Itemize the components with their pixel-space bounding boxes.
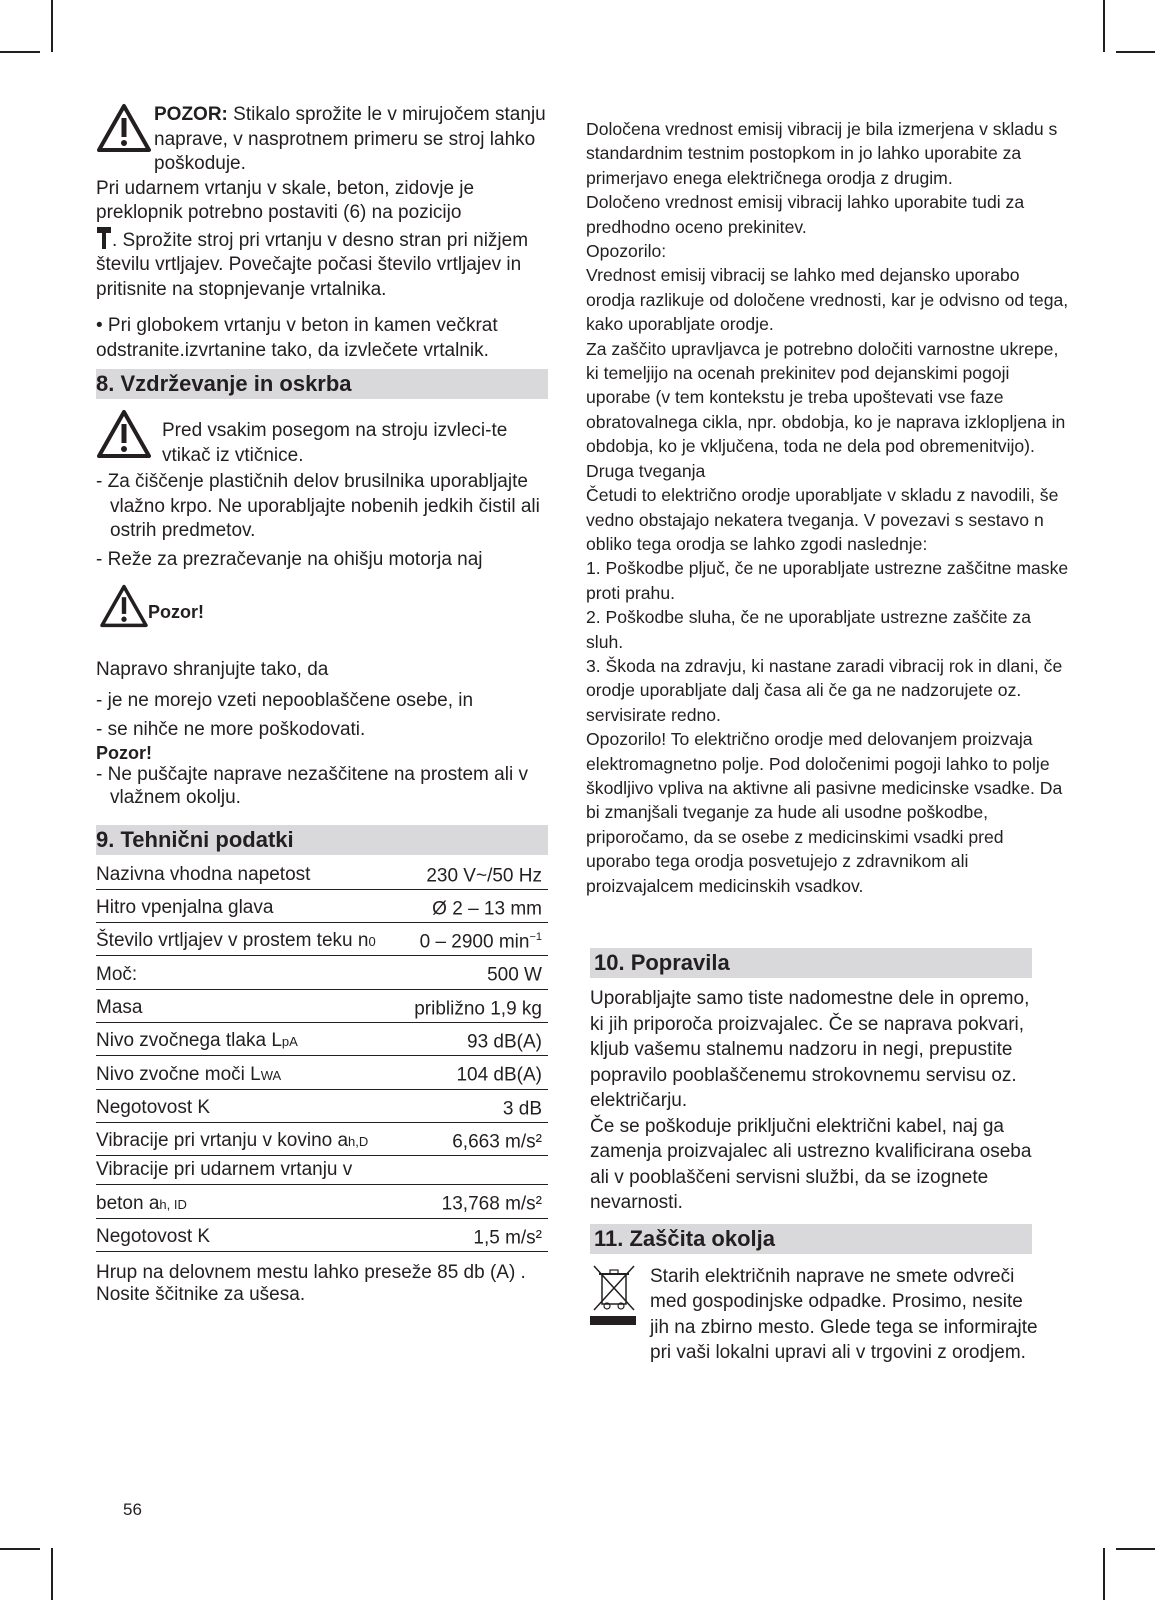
warning-block [96, 584, 548, 628]
spec-label-text: Nazivna vhodna napetost [96, 863, 311, 885]
spec-label-subscript: pA [281, 1034, 298, 1050]
spec-value-text: 3 dB [502, 1098, 542, 1120]
crossed-bin-icon [590, 1264, 638, 1326]
warning-block [96, 103, 548, 177]
spec-label-text: Število vrtljajev v prostem teku n [96, 930, 369, 952]
spec-row [96, 956, 548, 989]
section-heading-8: 8. Vzdrževanje in oskrba [96, 369, 548, 399]
list-item: - Reže za prezračevanje na ohišju motorja naj [96, 548, 483, 570]
list-item: - je ne morejo vzeti nepooblaščene osebe, in [96, 689, 474, 711]
spec-label-text: Negotovost K [96, 1097, 211, 1119]
paragraph: Pri udarnem vrtanju v skale, beton, zidovje je preklopnik potrebno postaviti (6) na pozicijo [96, 177, 475, 223]
crop-mark [1103, 1548, 1105, 1600]
spec-value [402, 1218, 548, 1251]
spec-row [96, 1123, 548, 1156]
spec-value-text: 13,768 m/s² [441, 1193, 542, 1215]
paragraph: Za zaščito upravljavca je potrebno določiti varnostne ukrepe, ki temeljijo na ocenah prekinitev pod dejanskimi pogoji uporabe (v tem kontekstu je treba upoštevati vse faze obratovalnega cikla, npr. obdobja, ko je naprava izklopljena in obdobja, ko je vključena, toda ne dela pod obremenitvijo). [586, 338, 1066, 457]
paragraph: Določena vrednost emisij vibracij je bila izmerjena v skladu s standardnim testnim postopkom in jo lahko uporabite za primerjavo enega električnega orodja z drugim. [586, 119, 1058, 188]
section-heading-9: 9. Tehnični podatki [96, 825, 548, 855]
spec-row [96, 889, 548, 922]
spec-label-text: Hitro vpenjalna glava [96, 897, 274, 919]
spec-value [402, 956, 548, 989]
crop-mark [1116, 1548, 1155, 1550]
spec-value-superscript: −1 [529, 931, 542, 944]
warning-label: Pozor! [148, 602, 204, 622]
paragraph: Hrup na delovnem mestu lahko preseže 85 db (A) . [96, 1262, 526, 1284]
spec-row [96, 1023, 548, 1056]
spec-value [402, 889, 548, 922]
spec-label-subscript: 0 [368, 934, 376, 950]
crop-mark [1116, 51, 1155, 53]
weee-symbol [590, 1264, 650, 1334]
spec-value-text: 104 dB(A) [456, 1064, 542, 1086]
spec-value [402, 1056, 548, 1089]
spec-label-subscript: h, ID [159, 1196, 187, 1212]
spec-value-text: 0 – 2900 min [419, 931, 530, 953]
spec-value [402, 1123, 548, 1156]
spec-value [402, 1156, 548, 1185]
spec-value-text: Ø 2 – 13 mm [432, 898, 542, 920]
spec-value [402, 989, 548, 1022]
spec-label [96, 1056, 402, 1089]
spec-label [96, 956, 402, 989]
spec-label-text: Moč: [96, 963, 138, 985]
warning-label: POZOR: [154, 104, 228, 125]
crop-mark [0, 51, 40, 53]
spec-label-text: Nivo zvočne moči L [96, 1063, 261, 1085]
spec-label [96, 989, 402, 1022]
hammer-drill-icon [96, 226, 112, 250]
crop-mark [51, 1548, 53, 1600]
spec-label [96, 1123, 402, 1156]
crop-mark [0, 1548, 40, 1550]
spec-row [96, 1218, 548, 1251]
spec-label-text: Nivo zvočnega tlaka L [96, 1030, 282, 1052]
spec-row [96, 923, 548, 956]
spec-value-text: 6,663 m/s² [452, 1131, 542, 1153]
list-item: - Ne puščajte naprave nezaščitene na prostem ali v vlažnem okolju. [96, 763, 528, 808]
spec-value-text: 230 V~/50 Hz [426, 864, 542, 886]
spec-value [402, 1089, 548, 1122]
spec-row [96, 1185, 548, 1218]
spec-row [96, 857, 548, 890]
paragraph: Starih električnih naprave ne smete odvreči med gospodinjske odpadke. Prosimo, nesite jih na zbirno mesto. Glede tega se informirajte pri vaši lokalni upravi ali v trgovini z orodjem. [650, 1265, 1038, 1363]
paragraph: Če se poškoduje priključni električni kabel, naj ga zamenja proizvajalec ali ustrezno kvalificirana oseba ali v pooblaščeni servisni službi, da se izognete nevarnosti. [590, 1115, 1032, 1213]
section-heading-11: 11. Zaščita okolja [590, 1224, 1032, 1254]
spec-value [402, 1023, 548, 1056]
spec-label [96, 1089, 402, 1122]
spec-value-text: 93 dB(A) [467, 1031, 542, 1053]
paragraph: Napravo shranjujte tako, da [96, 659, 329, 680]
left-column [96, 103, 548, 1306]
spec-row [96, 1056, 548, 1089]
paragraph: Opozorilo! To električno orodje med delovanjem proizvaja elektromagnetno polje. Pod določenimi pogoji lahko to polje škodljivo vpliva na aktivne ali pasivne medicinske vsadke. Da bi zmanjšali tveganje za hude ali usodne poškodbe, priporočamo, da se osebe z medicinskimi vsadki pred uporabo tega orodja posvetujejo z zdravnikom ali proizvajalcem medicinskih vsadkov. [586, 729, 1063, 896]
warning-text: Pred vsakim posegom na stroju izvleci-te vtikač iz vtičnice. [162, 420, 508, 466]
spec-label [96, 1023, 402, 1056]
paragraph: Uporabljajte samo tiste nadomestne dele in opremo, ki jih priporoča proizvajalec. Če se naprava pokvari, kljub vašemu stalnemu nadzoru in negi, prepustite popravilo pooblaščenemu strokovnemu servisu oz. električarju. [590, 988, 1030, 1111]
list-item: - Za čiščenje plastičnih delov brusilnika uporabljajte vlažno krpo. Ne uporabljajte nobenih jedkih čistil ali ostrih predmetov. [96, 471, 540, 541]
paragraph: 1. Poškodbe pljuč, če ne uporabljate ustrezne zaščitne maske proti prahu. [586, 558, 1069, 603]
spec-label-subscript: WA [260, 1067, 282, 1083]
page-number: 56 [123, 1500, 142, 1519]
warning-icon [96, 409, 152, 459]
right-sections [590, 948, 1042, 1366]
spec-label [96, 1185, 402, 1218]
spec-value-text: 1,5 m/s² [473, 1227, 542, 1249]
paragraph: . Sprožite stroj pri vrtanju v desno stran pri nižjem številu vrtljajev. Povečajte počasi število vrtljajev in pritisnite na stopnjevanje vrtalnika. [96, 229, 529, 300]
spec-label-subscript: h,D [348, 1134, 369, 1150]
spec-value [402, 857, 548, 890]
paragraph: Vrednost emisij vibracij se lahko med dejansko uporabo orodja razlikuje od določene vrednosti, kar je odvisno od tega, kako uporabljate orodje. [586, 265, 1069, 335]
paragraph: Četudi to električno orodje uporabljate v skladu z navodili, še vedno obstajajo nekatera tveganja. V povezavi s sestavo n obliko tega orodja se lahko zgodi naslednje: [586, 485, 1059, 554]
paragraph: Nosite ščitnike za ušesa. [96, 1284, 306, 1306]
paragraph: Druga tveganja [586, 460, 706, 481]
spec-row [96, 1156, 548, 1185]
paragraph: 2. Poškodbe sluha, če ne uporabljate ustrezne zaščite za sluh. [586, 607, 1032, 652]
spec-value [402, 923, 548, 956]
paragraph: 3. Škoda na zdravju, ki nastane zaradi vibracij rok in dlani, če orodje uporabljate dalj časa ali če ga ne nadzorujete oz. servisirate redno. [586, 655, 1063, 725]
spec-value-text: približno 1,9 kg [414, 998, 542, 1020]
spec-value [402, 1185, 548, 1218]
spec-label-text: beton a [96, 1192, 160, 1214]
spec-value-text: 500 W [487, 964, 542, 986]
warning-icon [96, 584, 152, 628]
spec-row [96, 989, 548, 1022]
list-item: - se nihče ne more poškodovati. [96, 719, 366, 740]
spec-label [96, 1156, 402, 1185]
spec-label-text: Negotovost K [96, 1226, 211, 1248]
spec-label [96, 923, 402, 956]
crop-mark [1103, 0, 1105, 52]
paragraph: Opozorilo: [586, 241, 667, 262]
spec-label [96, 1218, 402, 1251]
right-column [586, 117, 1072, 898]
spec-label-text: Vibracije pri vrtanju v kovino a [96, 1130, 349, 1152]
spec-label [96, 857, 402, 890]
paragraph: • Pri globokem vrtanju v beton in kamen večkrat odstranite.izvrtanine tako, da izvlečete vrtalnik. [96, 315, 498, 361]
spec-row [96, 1089, 548, 1122]
spec-label-text: Vibracije pri udarnem vrtanju v [96, 1159, 353, 1181]
warning-text: Stikalo sprožite le v mirujočem stanju naprave, v nasprotnem primeru se stroj lahko poškoduje. [154, 104, 546, 174]
spec-label [96, 889, 402, 922]
section-heading-10: 10. Popravila [590, 948, 1032, 978]
crop-mark [51, 0, 53, 52]
spec-label-text: Masa [96, 997, 143, 1019]
warning-icon [96, 103, 152, 153]
warning-label: Pozor! [96, 742, 152, 763]
warning-block [96, 409, 548, 468]
paragraph: Določeno vrednost emisij vibracij lahko uporabite tudi za predhodno oceno prekinitev. [586, 192, 1025, 237]
spec-table [96, 857, 548, 1253]
